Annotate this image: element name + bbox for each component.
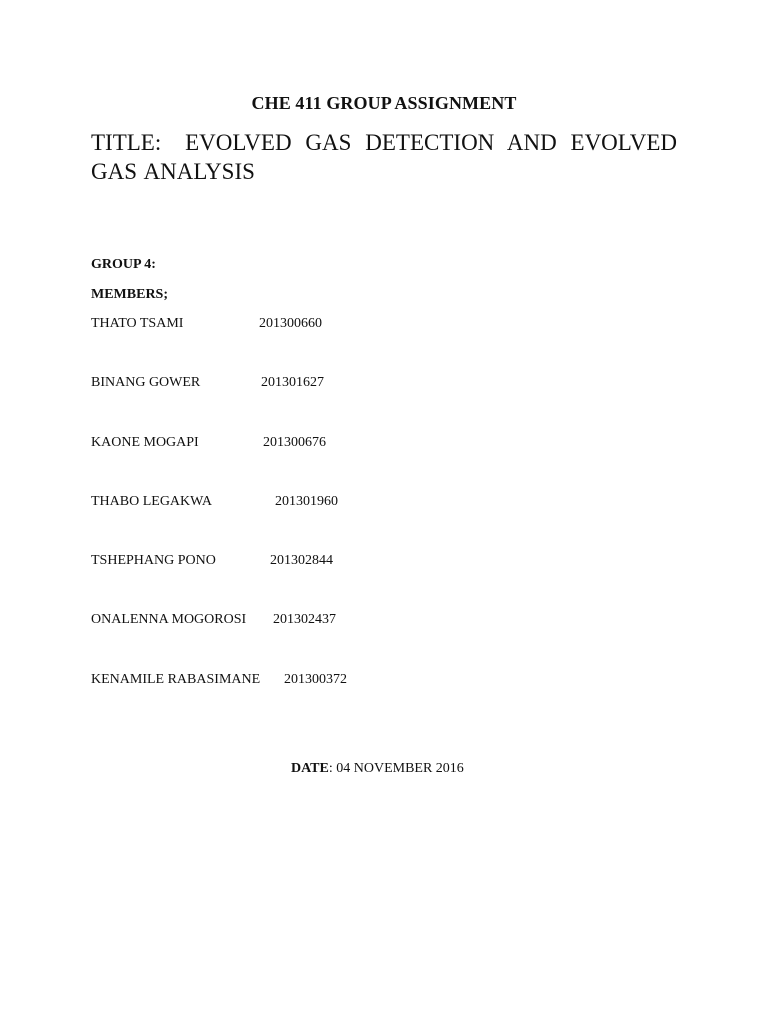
member-name: THATO TSAMI: [91, 316, 184, 331]
course-title: CHE 411 GROUP ASSIGNMENT: [251, 93, 517, 113]
member-name: KENAMILE RABASIMANE: [91, 672, 261, 687]
member-name: ONALENNA MOGOROSI: [91, 612, 247, 627]
member-name: TSHEPHANG PONO: [91, 553, 216, 568]
member-name: BINANG GOWER: [91, 375, 201, 390]
member-id: 201301627: [261, 375, 324, 390]
title-text: EVOLVED GAS DETECTION AND EVOLVED GAS ANALYSIS: [91, 130, 677, 184]
title-label: TITLE:: [91, 130, 162, 155]
date-value: : 04 NOVEMBER 2016: [328, 761, 464, 776]
group-label: GROUP 4:: [91, 257, 156, 272]
member-id: 201301960: [275, 494, 338, 509]
date-line: [291, 761, 464, 777]
member-id: 201302437: [273, 612, 336, 627]
member-id: 201300372: [284, 672, 347, 687]
document-title: [91, 128, 677, 186]
date-label: DATE: [291, 761, 329, 776]
member-id: 201300660: [259, 316, 322, 331]
members-heading: MEMBERS;: [91, 287, 168, 302]
member-id: 201300676: [263, 435, 326, 450]
member-id: 201302844: [270, 553, 333, 568]
member-name: THABO LEGAKWA: [91, 494, 212, 509]
member-name: KAONE MOGAPI: [91, 435, 199, 450]
